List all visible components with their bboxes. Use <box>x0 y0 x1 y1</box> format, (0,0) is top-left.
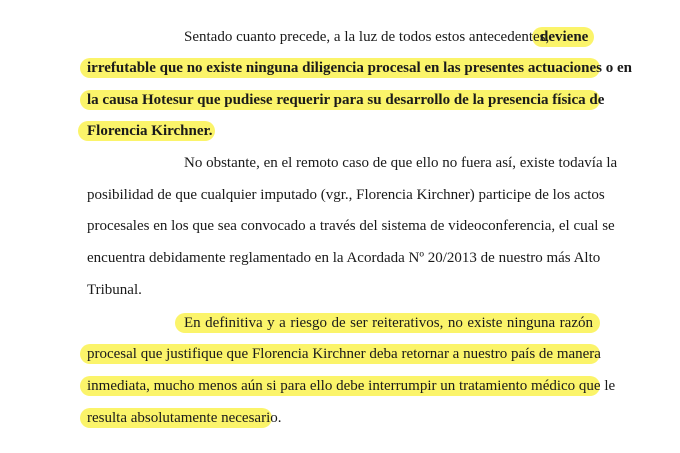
p2-line2: posibilidad de que cualquier imputado (vgr., Florencia Kirchner) participe de los actos <box>87 187 605 203</box>
p1-line2: irrefutable que no existe ninguna diligencia procesal en las presentes actuaciones o en <box>87 60 633 76</box>
p2-line1: No obstante, en el remoto caso de que ello no fuera así, existe todavía la <box>184 155 618 171</box>
p3-line2: procesal que justifique que Florencia Kirchner deba retornar a nuestro país de manera <box>87 346 601 362</box>
p2-line4: encuentra debidamente reglamentado en la Acordada Nº 20/2013 de nuestro más Alto <box>87 250 601 266</box>
p2-line3: procesales en los que sea convocado a través del sistema de videoconferencia, el cual se <box>87 218 615 234</box>
p2-line5: Tribunal. <box>87 282 142 298</box>
p1-line4: Florencia Kirchner. <box>87 123 213 139</box>
p1-line1-highlight: deviene <box>540 29 589 45</box>
p1-line3: la causa Hotesur que pudiese requerir para su desarrollo de la presencia física de <box>87 92 605 108</box>
p3-line4: resulta absolutamente necesario. <box>87 410 282 426</box>
p3-line3: inmediata, mucho menos aún si para ello debe interrumpir un tratamiento médico que le <box>87 378 616 394</box>
p3-line1: En definitiva y a riesgo de ser reiterativos, no existe ninguna razón <box>184 315 593 331</box>
p1-line1-plain: Sentado cuanto precede, a la luz de todos estos antecedentes, <box>184 29 550 45</box>
